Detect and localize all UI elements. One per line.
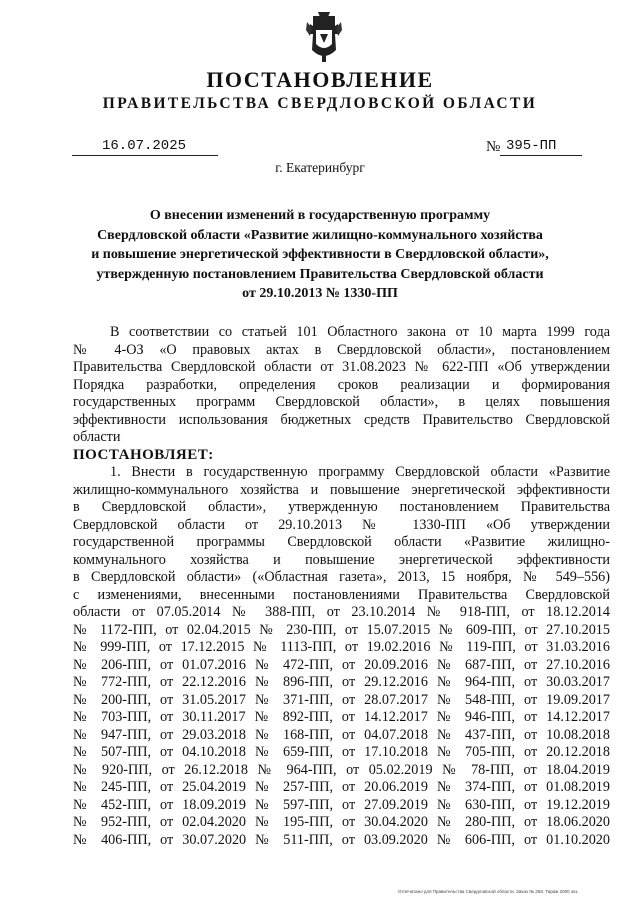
- item1-line: Свердловской области от 29.10.2013 № 1330-ПП «Об утверждении: [73, 516, 610, 533]
- item1-line: № 772-ПП, от 22.12.2016 № 896-ПП, от 29.12.2016 № 964-ПП, от 30.03.2017: [73, 674, 610, 690]
- preamble-line: Порядка разработки, определения сроков реализации и формирования: [73, 376, 610, 393]
- preamble-line: Правительства Свердловской области от 31.08.2023 № 622-ПП «Об утверждении: [73, 359, 610, 375]
- document-number: 395-ПП: [500, 138, 582, 156]
- item1-line: № 452-ПП, от 18.09.2019 № 597-ПП, от 27.09.2019 № 630-ПП, от 19.12.2019: [73, 796, 610, 813]
- item1-line: № 952-ПП, от 02.04.2020 № 195-ПП, от 30.04.2020 № 280-ПП, от 18.06.2020: [73, 814, 610, 830]
- item1-line: государственной программы Свердловской области «Развитие жилищно-: [73, 534, 610, 550]
- heading-line: утвержденную постановлением Правительства Свердловской области: [96, 266, 544, 282]
- item1-line: жилищно-коммунального хозяйства и повышение энергетической эффективности: [73, 481, 610, 498]
- item1-line: № 206-ПП, от 01.07.2016 № 472-ПП, от 20.09.2016 № 687-ПП, от 27.10.2016: [73, 656, 610, 673]
- preamble-line: области: [73, 429, 121, 445]
- item1-line: № 507-ПП, от 04.10.2018 № 659-ПП, от 17.10.2018 № 705-ПП, от 20.12.2018: [73, 744, 610, 760]
- print-footer: Отпечатано для Правительства Свердловской области. Заказ № 258. Тираж 2000 экз.: [398, 889, 579, 894]
- item1-line: в Свердловской области», утвержденную постановлением Правительства: [73, 499, 610, 515]
- preamble-line: В соответствии со статьей 101 Областного закона от 10 марта 1999 года: [110, 324, 610, 340]
- heading-line: О внесении изменений в государственную программу: [149, 208, 491, 223]
- document-date: 16.07.2025: [72, 138, 218, 156]
- item1-line: № 200-ПП, от 31.05.2017 № 371-ПП, от 28.07.2017 № 548-ПП, от 19.09.2017: [73, 691, 610, 708]
- document-subtitle: ПРАВИТЕЛЬСТВА СВЕРДЛОВСКОЙ ОБЛАСТИ: [102, 95, 538, 112]
- preamble-line: эффективности использования бюджетных средств Правительство Свердловской: [73, 411, 610, 428]
- item1-line: коммунального хозяйства и повышение энергетической эффективности: [73, 551, 610, 568]
- document-heading: [0, 206, 640, 304]
- item1-line: № 947-ПП, от 29.03.2018 № 168-ПП, от 04.07.2018 № 437-ПП, от 10.08.2018: [73, 726, 610, 743]
- item1-line: № 999-ПП, от 17.12.2015 № 1113-ПП, от 19.02.2016 № 119-ПП, от 31.03.2016: [73, 639, 610, 655]
- heading-line: и повышение энергетической эффективности в Свердловской области»,: [91, 247, 549, 262]
- item1-line: 1. Внести в государственную программу Свердловской области «Развитие: [110, 464, 610, 480]
- item1-line: с изменениями, внесенными постановлениями Правительства Свердловской: [73, 586, 610, 603]
- item1-line: № 245-ПП, от 25.04.2019 № 257-ПП, от 20.06.2019 № 374-ПП, от 01.08.2019: [73, 779, 610, 795]
- item1-line: в Свердловской области» («Областная газета», 2013, 15 ноября, № 549–556): [73, 569, 610, 585]
- coat-of-arms-emblem: [303, 10, 345, 66]
- item1-line: № 920-ПП, от 26.12.2018 № 964-ПП, от 05.02.2019 № 78-ПП, от 18.04.2019: [73, 761, 610, 778]
- item1-line: № 703-ПП, от 30.11.2017 № 892-ПП, от 14.12.2017 № 946-ПП, от 14.12.2017: [73, 709, 610, 725]
- number-label: №: [486, 139, 501, 155]
- document-title: ПОСТАНОВЛЕНИЕ: [206, 67, 434, 92]
- decree-word: ПОСТАНОВЛЯЕТ:: [73, 447, 214, 463]
- item1-line: № 406-ПП, от 30.07.2020 № 511-ПП, от 03.09.2020 № 606-ПП, от 01.10.2020: [73, 831, 610, 848]
- city: г. Екатеринбург: [275, 160, 365, 175]
- heading-line: от 29.10.2013 № 1330-ПП: [242, 286, 398, 301]
- item1-line: области от 07.05.2014 № 388-ПП, от 23.10.2014 № 918-ПП, от 18.12.2014: [73, 604, 610, 620]
- item1-line: № 1172-ПП, от 02.04.2015 № 230-ПП, от 15.07.2015 № 609-ПП, от 27.10.2015: [73, 621, 610, 638]
- preamble-line: № 4-ОЗ «О правовых актах в Свердловской области», постановлением: [73, 341, 610, 358]
- heading-line: Свердловской области «Развитие жилищно-коммунального хозяйства: [97, 227, 543, 243]
- preamble-line: государственных программ Свердловской области», в целях повышения: [73, 394, 610, 410]
